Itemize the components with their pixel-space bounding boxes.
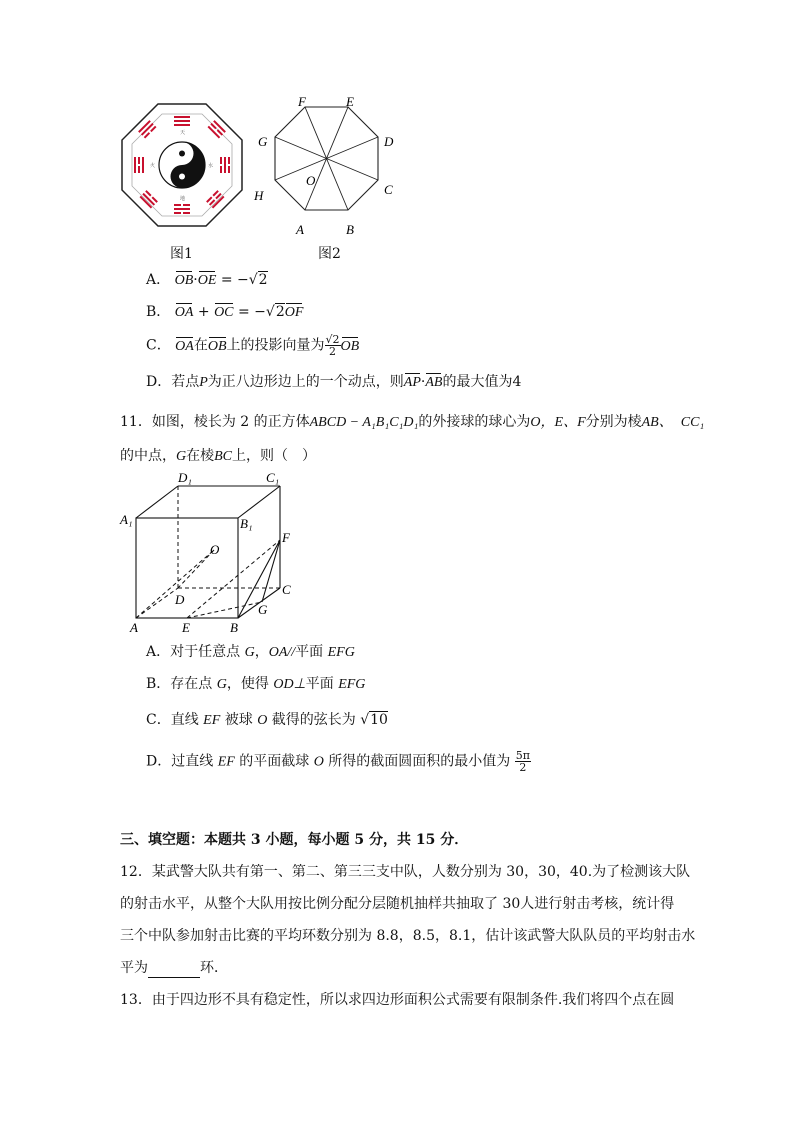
cube-label-D1: D₁ [178,470,192,485]
q12-line1: 12．某武警大队共有第一、第二、第三三支中队，人数分别为 30，30，40.为了检测该大队 [120,864,691,880]
q11-stem-line1: 11．如图，棱长为 2 的正方体ABCD − A₁B₁C₁D₁的外接球的球心为O，E、F分别为棱AB、 CC₁ [120,414,705,430]
q13-line1: 13．由于四边形不具有稳定性，所以求四边形面积公式需要有限制条件.我们将四个点在圆 [120,992,675,1008]
cube-label-B1: B₁ [240,516,253,531]
q10-option-a: A． OB·OE = −√2 [146,270,268,291]
figure-cube [118,470,308,638]
octagon-label-D: D [384,134,394,149]
svg-text:天: 天 [180,131,186,136]
octagon-label-B: B [346,222,354,237]
cube-label-G: G [258,602,268,617]
svg-text:水: 水 [208,164,214,169]
cube-label-C: C [282,582,291,597]
cube-label-B: B [230,620,238,635]
svg-text:火: 火 [150,164,156,169]
q10-option-c: C． OA在OB上的投影向量为 $\frac{√2}{2}$ OB [146,333,360,358]
q11-option-b: B．存在点 G，使得 OD⊥平面 EFG [146,676,366,692]
cube-label-A: A [130,620,138,635]
cube-label-A1: A₁ [120,512,133,527]
cube-label-F: F [282,530,290,545]
q12-answer-blank[interactable] [148,963,200,978]
fig1-caption: 图1 [170,246,193,262]
q11-option-d: D．过直线 EF 的平面截球 O 所得的截面圆面积的最小值为 $\frac{5\pi}{2}$ [146,749,530,774]
q10-option-d: D．若点P为正八边形边上的一个动点，则AP·AB的最大值为4 [146,372,521,393]
octagon-label-F: F [298,94,306,109]
cube-label-D: D [175,592,185,607]
octagon-label-G: G [258,134,268,149]
octagon-label-E: E [346,94,354,109]
q11-option-a: A．对于任意点 G，OA//平面 EFG [146,644,355,660]
q11-option-c: C．直线 EF 被球 O 截得的弦长为 √10 [146,712,388,728]
q12-line2: 的射击水平，从整个大队用按比例分配分层随机抽样共抽取了 30人进行射击考核，统计得 [120,896,675,912]
q10-option-b: B． OA + OC = −√2OF [146,302,303,323]
figure-1-bagua [120,102,244,230]
q12-line3: 三个中队参加射击比赛的平均环数分别为 8.8，8.5，8.1，估计该武警大队队员的平均射击水 [120,928,696,944]
section-3-heading: 三、填空题：本题共 3 小题，每小题 5 分，共 15 分． [120,832,469,848]
figure-2-octagon [250,94,402,240]
q11-stem-line2: 的中点，G在棱BC上，则（ ） [120,448,317,464]
cube-label-E: E [182,620,190,635]
octagon-label-C: C [384,182,393,197]
cube-label-O: O [210,542,220,557]
q12-line4: 平为 环． [120,960,228,976]
fig2-caption: 图2 [318,246,341,262]
octagon-label-A: A [296,222,304,237]
cube-label-C1: C₁ [266,470,280,485]
octagon-label-H: H [254,188,264,203]
svg-text:地: 地 [180,197,186,202]
octagon-center-O: O [306,173,316,188]
